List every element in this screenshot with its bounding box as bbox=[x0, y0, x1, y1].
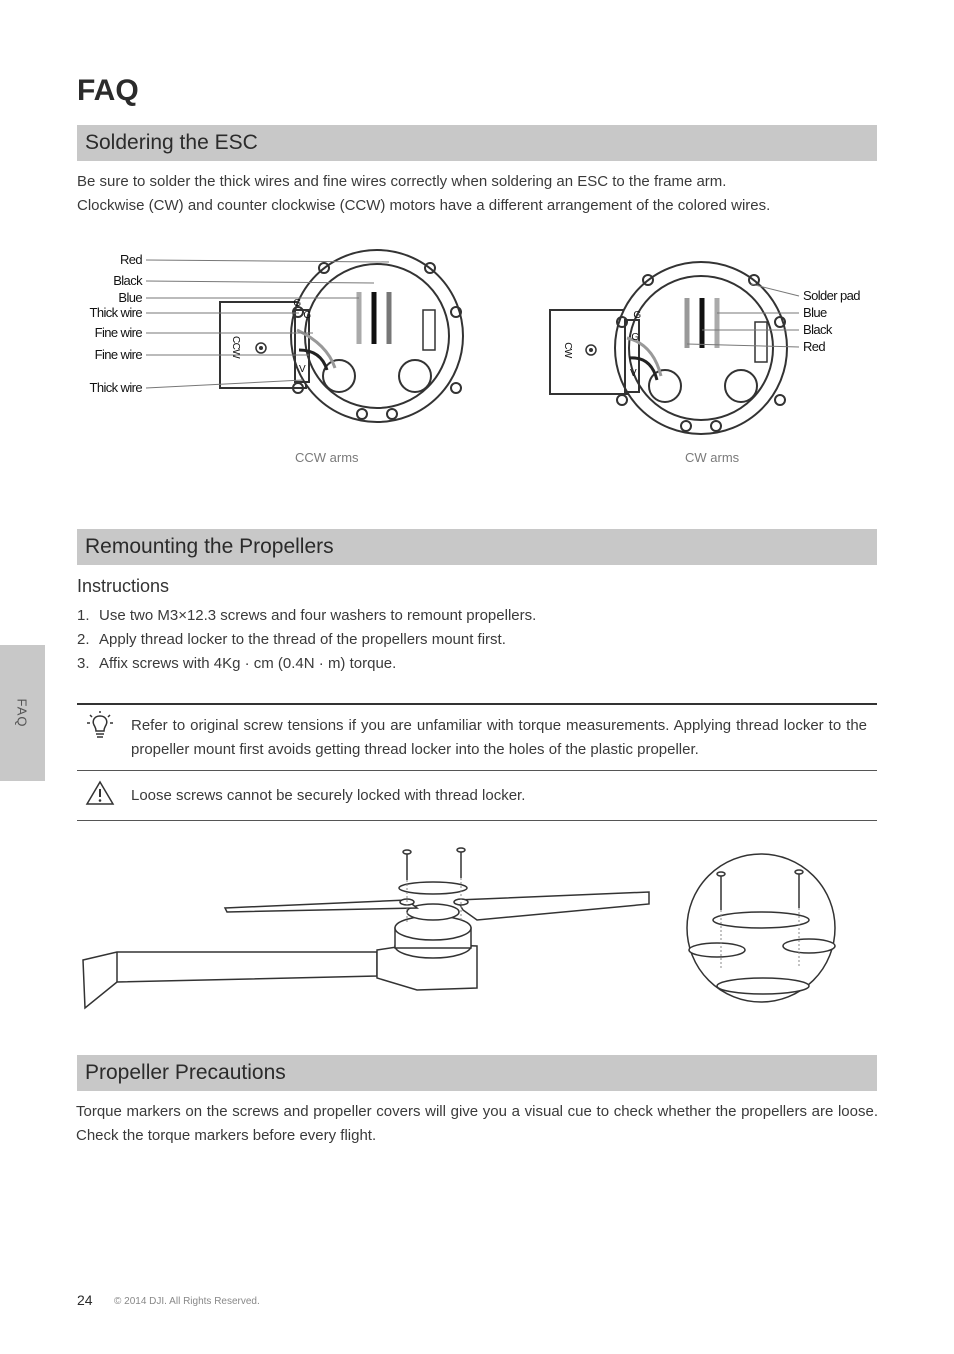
page-title: FAQ bbox=[77, 74, 139, 107]
list-item bbox=[77, 628, 877, 652]
ccw-label-fine-wire-2: Fine wire bbox=[94, 347, 142, 362]
ccw-label-fine-wire: Fine wire bbox=[94, 325, 142, 340]
precautions-body: Torque markers on the screws and propeller covers will give you a visual cue to check whether the propellers are loose. Check the torque markers before every flight. bbox=[76, 1103, 878, 1144]
instructions-subheading: Instructions bbox=[77, 576, 170, 596]
cw-board-mark-g2: G bbox=[631, 332, 639, 343]
soldering-body-line1: Be sure to solder the thick wires and fine wires correctly when soldering an ESC to the frame arm. bbox=[77, 173, 727, 190]
step-number: 2. bbox=[77, 631, 90, 648]
ccw-board-mark-g1: G bbox=[293, 298, 301, 309]
ccw-board-mark-g2: G bbox=[303, 310, 311, 321]
warning-triangle-icon bbox=[85, 780, 115, 806]
ccw-label-black: Black bbox=[113, 273, 142, 288]
cw-label-red: Red bbox=[803, 339, 826, 354]
step-text: Use two M3×12.3 screws and four washers to remount propellers. bbox=[99, 607, 537, 624]
warning-text: Loose screws cannot be securely locked with thread locker. bbox=[131, 787, 526, 804]
step-number: 3. bbox=[77, 655, 90, 672]
ccw-esc-board bbox=[220, 250, 463, 422]
step-text: Apply thread locker to the thread of the propellers mount first. bbox=[99, 631, 506, 648]
step-text: Affix screws with 4Kg · cm (0.4N · m) torque. bbox=[99, 655, 397, 672]
copyright: © 2014 DJI. All Rights Reserved. bbox=[114, 1296, 260, 1307]
cw-labels bbox=[803, 288, 860, 354]
cw-board-mark-g1: G bbox=[633, 310, 641, 321]
tip-lightbulb-icon bbox=[86, 710, 114, 742]
soldering-body-line2: Clockwise (CW) and counter clockwise (CCW) motors have a different arrangement of the colored wires. bbox=[77, 197, 771, 214]
cw-label-blue: Blue bbox=[803, 305, 827, 320]
note-rule-top bbox=[77, 703, 877, 705]
list-item bbox=[77, 652, 877, 676]
cw-label-solder-pad: Solder pad bbox=[803, 288, 860, 303]
page-number: 24 bbox=[77, 1292, 93, 1308]
ccw-label-thick-wire: Thick wire bbox=[89, 305, 142, 320]
cw-board-mark-v: V bbox=[629, 368, 637, 379]
side-tab-label: FAQ bbox=[14, 698, 30, 728]
section-heading-soldering: Soldering the ESC bbox=[77, 125, 877, 161]
propeller-assembly-illustration bbox=[77, 840, 877, 1020]
ccw-label-red: Red bbox=[119, 252, 142, 267]
ccw-labels bbox=[89, 252, 143, 395]
esc-wiring-diagram bbox=[77, 240, 877, 440]
note-rule-bottom bbox=[77, 820, 877, 821]
section-heading-remounting: Remounting the Propellers bbox=[77, 529, 877, 565]
note-rule-middle bbox=[77, 770, 877, 771]
section-heading-precautions: Propeller Precautions bbox=[77, 1055, 877, 1091]
ccw-board-mark-v: V bbox=[298, 364, 306, 375]
cw-label-black: Black bbox=[803, 322, 832, 337]
ccw-label-thick-wire-2: Thick wire bbox=[89, 380, 142, 395]
instructions-list bbox=[77, 604, 877, 676]
list-item bbox=[77, 604, 877, 628]
cw-board-mark: CW bbox=[562, 342, 573, 358]
ccw-board-mark: CCW bbox=[230, 335, 241, 359]
step-number: 1. bbox=[77, 607, 90, 624]
ccw-label-blue: Blue bbox=[118, 290, 142, 305]
ccw-caption: CCW arms bbox=[295, 450, 359, 465]
tip-text: Refer to original screw tensions if you are unfamiliar with torque measurements. Applying thread locker to the propeller mount first avoids getting thread locker into the holes of the plastic propeller. bbox=[131, 717, 867, 758]
cw-caption: CW arms bbox=[685, 450, 740, 465]
cw-esc-board bbox=[550, 262, 787, 434]
